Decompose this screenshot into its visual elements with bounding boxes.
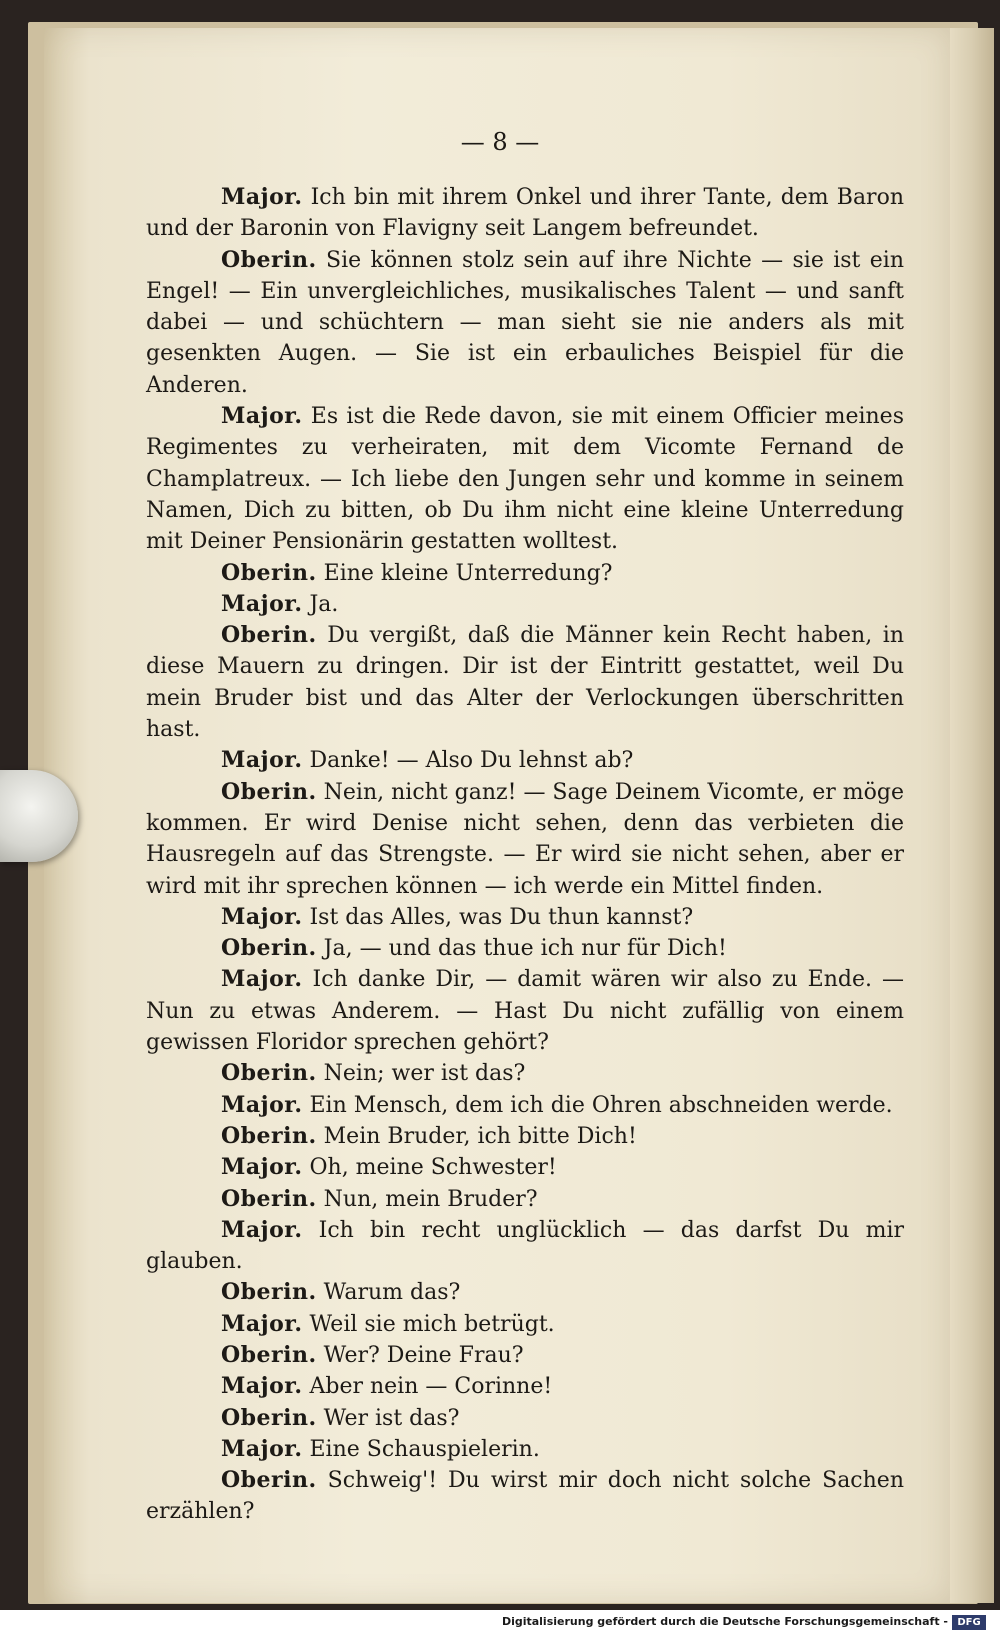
speech-text: Nun, mein Bruder? [323,1186,538,1212]
dialogue-text [146,182,904,1528]
speaker-name: Oberin. [221,778,317,805]
speech-text: Nein, nicht ganz! — Sage Deinem Vicomte, er möge kommen. Er wird Denise nicht sehen, denn das verbieten die Hausregeln auf das Strengste. — Er wird sie nicht sehen, aber er wird mit ihr sprechen können — ich werde ein Mittel finden. [146,779,905,899]
dialogue-line [146,589,904,620]
speech-text: Du vergißt, daß die Männer kein Recht haben, in diese Mauern zu dringen. Dir ist der Eintritt gestattet, weil Du mein Bruder bist und das Alter der Verlockungen überschritten hast. [146,623,904,743]
speech-text: Aber nein — Corinne! [309,1374,553,1400]
dialogue-line [146,182,904,245]
speaker-name: Oberin. [221,1060,317,1087]
dialogue-line [146,777,904,902]
speaker-name: Major. [221,1091,303,1118]
speech-text: Sie können stolz sein auf ihre Nichte — sie ist ein Engel! — Ein unvergleichliches, musikalisches Talent — und sanft dabei — und schüchtern — man sieht sie nie anders als mit gesenkten Augen. — Sie ist ein erbauliches Beispiel für die Anderen. [146,247,904,398]
speaker-name: Major. [221,966,303,993]
dialogue-line [146,933,904,964]
speaker-name: Oberin. [221,1279,317,1306]
dialogue-line [146,1215,904,1278]
speaker-name: Oberin. [221,1467,317,1494]
speech-text: Ein Mensch, dem ich die Ohren abschneiden werde. [309,1092,893,1118]
speech-text: Es ist die Rede davon, sie mit einem Officier meines Regimentes zu verheiraten, mit dem Vicomte Fernand de Champlatreux. — Ich liebe den Jungen sehr und komme in seinem Namen, Dich zu bitten, ob Du ihm nicht eine kleine Unterredung mit Deiner Pensionärin gestatten wolltest. [146,404,904,555]
dialogue-line [146,1465,904,1528]
speaker-name: Major. [221,1154,303,1181]
speech-text: Eine Schauspielerin. [309,1436,540,1462]
next-page-edge [950,28,994,1603]
dialogue-line [146,1121,904,1152]
speech-text: Ja, — und das thue ich nur für Dich! [323,936,727,962]
speech-text: Warum das? [323,1280,461,1306]
speaker-name: Major. [221,1310,303,1337]
speech-text: Mein Bruder, ich bitte Dich! [323,1123,637,1149]
dialogue-line [146,620,904,745]
speaker-name: Oberin. [221,246,317,273]
dialogue-line [146,401,904,557]
speech-text: Ich bin mit ihrem Onkel und ihrer Tante, dem Baron und der Baronin von Flavigny seit Langem befreundet. [146,185,904,242]
funding-notice: Digitalisierung gefördert durch die Deutsche Forschungsgemeinschaft - [501,1615,948,1628]
dialogue-line [146,1277,904,1308]
dialogue-line [146,558,904,589]
dialogue-line [146,245,904,401]
speaker-name: Major. [221,184,303,210]
speaker-name: Oberin. [221,622,317,649]
speaker-name: Major. [221,403,303,430]
speech-text: Ich bin recht unglücklich — das darfst Du mir glauben. [146,1217,904,1275]
speech-text: Wer ist das? [323,1405,460,1431]
footer-bar [0,1612,1000,1635]
dialogue-line [146,745,904,776]
speaker-name: Oberin. [221,935,317,962]
speech-text: Eine kleine Unterredung? [323,560,613,586]
speech-text: Wer? Deine Frau? [323,1342,524,1368]
page-number: — 8 — [460,128,540,156]
speaker-name: Major. [221,1373,303,1400]
speech-text: Nein; wer ist das? [323,1061,526,1087]
dialogue-line [146,1152,904,1183]
speech-text: Ist das Alles, was Du thun kannst? [309,904,694,930]
speaker-name: Major. [221,747,303,774]
dialogue-line [146,902,904,933]
dialogue-line [146,1340,904,1371]
speaker-name: Oberin. [221,1185,317,1212]
dialogue-line [146,1090,904,1121]
dialogue-line [146,964,904,1058]
speaker-name: Major. [221,590,303,617]
speech-text: Weil sie mich betrügt. [309,1311,555,1337]
speech-text: Schweig'! Du wirst mir doch nicht solche Sachen erzählen? [146,1468,904,1525]
speech-text: Oh, meine Schwester! [309,1155,557,1181]
speaker-name: Oberin. [221,1404,317,1431]
dialogue-line [146,1434,904,1465]
dfg-logo: DFG [952,1615,986,1630]
speech-text: Ich danke Dir, — damit wären wir also zu Ende. — Nun zu etwas Anderem. — Hast Du nicht zufällig von einem gewissen Floridor sprechen gehört? [146,967,904,1056]
speaker-name: Major. [221,1435,303,1462]
speech-text: Danke! — Also Du lehnst ab? [309,748,634,774]
speaker-name: Oberin. [221,1341,317,1368]
speaker-name: Oberin. [221,559,317,586]
speaker-name: Major. [221,903,303,930]
dialogue-line [146,1309,904,1340]
dialogue-line [146,1371,904,1402]
speech-text: Ja. [309,591,339,617]
dialogue-line [146,1184,904,1215]
dialogue-line [146,1058,904,1089]
speaker-name: Oberin. [221,1122,317,1149]
speaker-name: Major. [221,1216,303,1243]
dialogue-line [146,1403,904,1434]
